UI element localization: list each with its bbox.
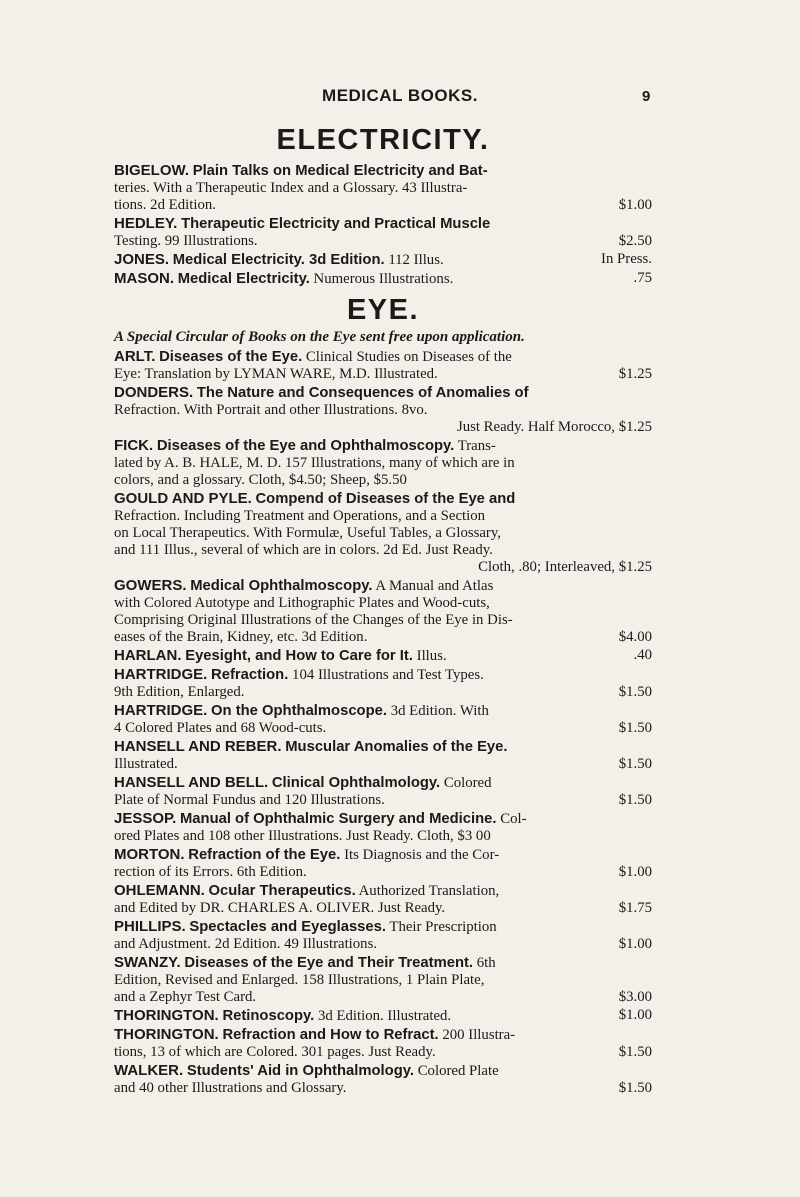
entry-line-text (114, 472, 407, 488)
entry-description: Authorized Translation, (358, 883, 500, 899)
book-entry (114, 1026, 652, 1061)
entry-description: 6th (476, 955, 496, 971)
entry-line-text (114, 612, 513, 628)
author-name: MORTON. (114, 846, 185, 863)
catalog-content (114, 124, 652, 1098)
entry-description: 3d Edition. Illustrated. (317, 1008, 452, 1024)
entry-line-text (114, 775, 492, 791)
entry-line (114, 756, 652, 773)
entry-line (114, 215, 652, 233)
book-entry (114, 1007, 652, 1025)
entry-line (114, 882, 652, 900)
book-entry (114, 490, 652, 576)
entry-description: Illustrated. (114, 756, 178, 772)
entry-line (114, 629, 652, 646)
circular-notice: A Special Circular of Books on the Eye sent free upon application. (114, 329, 525, 345)
entry-line (114, 720, 652, 737)
entry-description: with Colored Autotype and Lithographic Plates and Wood-cuts, (114, 595, 490, 611)
entry-description: on Local Therapeutics. With Formulæ, Useful Tables, a Glossary, (114, 525, 501, 541)
entry-line (114, 828, 652, 845)
book-title: Refraction and How to Refract. (222, 1027, 439, 1043)
entry-line (114, 612, 652, 629)
entry-description: Illus. (416, 648, 447, 664)
entry-line-text (114, 667, 484, 683)
book-title: The Nature and Consequences of Anomalies of (196, 385, 529, 401)
entry-line (114, 1026, 652, 1044)
entry-line (114, 559, 652, 576)
book-title: Therapeutic Electricity and Practical Muscle (181, 216, 491, 232)
entry-line-text (114, 828, 491, 844)
price: $1.25 (618, 366, 652, 382)
price: $1.50 (618, 720, 652, 736)
book-entry (114, 666, 652, 701)
author-name: JONES. (114, 251, 170, 268)
entry-description: Refraction. With Portrait and other Illustrations. 8vo. (114, 402, 428, 418)
entry-description: and a Zephyr Test Card. (114, 989, 257, 1005)
entry-line-text (114, 491, 515, 507)
entry-description: Trans- (457, 438, 496, 454)
entry-line (114, 846, 652, 864)
entry-line-text (114, 811, 527, 827)
entry-line-text (114, 720, 326, 737)
entry-line (114, 864, 652, 881)
author-name: DONDERS. (114, 384, 194, 401)
book-entry (114, 738, 652, 773)
entry-line (114, 490, 652, 508)
entry-line (114, 508, 652, 525)
entry-line-text (114, 180, 467, 196)
book-entry (114, 348, 652, 383)
price: $1.00 (618, 1007, 652, 1023)
entry-line-text (114, 955, 496, 971)
entry-line (114, 900, 652, 917)
entry-line-text (114, 578, 493, 594)
book-entry (114, 215, 652, 250)
entry-line (114, 455, 652, 472)
author-name: THORINGTON. (114, 1026, 219, 1043)
entry-line-text (114, 163, 488, 179)
book-title: Clinical Ophthalmology. (271, 775, 441, 791)
entry-description: tions, 13 of which are Colored. 301 pages. Just Ready. (114, 1044, 436, 1060)
entry-line (114, 419, 652, 436)
entry-line-text (114, 270, 453, 288)
book-entry (114, 577, 652, 646)
entry-line-text (114, 455, 515, 471)
book-entry (114, 270, 652, 288)
entry-description: and 111 Illus., several of which are in colors. 2d Ed. Just Ready. (114, 542, 493, 558)
entry-description: Testing. 99 Illustrations. (114, 233, 258, 249)
section-title: EYE. (346, 294, 420, 326)
entry-line-text (457, 419, 652, 435)
entry-line-text (114, 197, 216, 214)
entry-description: ored Plates and 108 other Illustrations. Just Ready. Cloth, $3 00 (114, 828, 491, 844)
entry-line (114, 702, 652, 720)
author-name: ARLT. (114, 348, 156, 365)
author-name: GOWERS. (114, 577, 187, 594)
entry-line (114, 936, 652, 953)
price: $3.00 (618, 989, 652, 1005)
entry-line (114, 989, 652, 1006)
price: $1.50 (618, 1080, 652, 1096)
price: $1.50 (618, 684, 652, 700)
entry-line-text (114, 936, 377, 953)
book-title: On the Ophthalmoscope. (211, 703, 387, 719)
page-number: 9 (642, 88, 651, 105)
entry-description: Their Prescription (389, 919, 497, 935)
author-name: HARLAN. (114, 647, 182, 664)
author-name: GOULD AND PYLE. (114, 490, 252, 507)
entry-line (114, 180, 652, 197)
entry-description: and 40 other Illustrations and Glossary. (114, 1080, 347, 1096)
book-entry (114, 162, 652, 214)
author-name: SWANZY. (114, 954, 181, 971)
book-entry (114, 810, 652, 845)
entry-line (114, 738, 652, 756)
entry-line (114, 810, 652, 828)
price: $1.00 (618, 197, 652, 213)
entry-line-text (114, 233, 258, 250)
price: $1.50 (618, 792, 652, 808)
entry-description: and Adjustment. 2d Edition. 49 Illustrations. (114, 936, 378, 952)
entry-line-text (114, 739, 508, 755)
entry-description: Clinical Studies on Diseases of the (305, 349, 512, 365)
author-name: WALKER. (114, 1062, 184, 1079)
book-entry (114, 846, 652, 881)
entry-line-text (114, 900, 445, 917)
entry-line-text (114, 1080, 346, 1097)
entry-line (114, 647, 652, 665)
entry-line-text (114, 525, 501, 541)
entry-description: Its Diagnosis and the Cor- (344, 847, 500, 863)
price: $1.50 (618, 1044, 652, 1060)
book-title: Medical Electricity. 3d Edition. (172, 252, 385, 268)
book-title: Diseases of the Eye. (159, 349, 303, 365)
book-entry (114, 251, 652, 269)
entry-line-text (114, 349, 512, 365)
entry-line (114, 954, 652, 972)
entry-line (114, 402, 652, 419)
book-title: Refraction. (211, 667, 289, 683)
book-title: Ocular Therapeutics. (208, 883, 356, 899)
book-title: Plain Talks on Medical Electricity and Bat- (192, 163, 488, 179)
book-title: Students' Aid in Ophthalmology. (186, 1063, 414, 1079)
entry-line-text (114, 1063, 499, 1079)
entry-line-text (114, 647, 447, 665)
entry-line (114, 366, 652, 383)
entry-line (114, 918, 652, 936)
entry-line (114, 972, 652, 989)
book-entry (114, 774, 652, 809)
book-entry (114, 437, 652, 489)
author-name: HARTRIDGE. (114, 702, 208, 719)
entry-line-text (114, 251, 444, 269)
entry-line-text (114, 756, 178, 773)
entry-description: Comprising Original Illustrations of the Changes of the Eye in Dis- (114, 612, 513, 628)
entry-line-text (114, 1007, 451, 1025)
entry-line (114, 384, 652, 402)
author-name: PHILLIPS. (114, 918, 186, 935)
section-title: ELECTRICITY. (276, 124, 490, 156)
entry-description: 200 Illustra- (442, 1027, 516, 1043)
price: .75 (633, 270, 652, 286)
book-title: Diseases of the Eye and Their Treatment. (184, 955, 474, 971)
entry-line-text (114, 883, 499, 899)
author-name: HANSELL AND REBER. (114, 738, 282, 755)
book-title: Manual of Ophthalmic Surgery and Medicine. (179, 811, 497, 827)
entry-description: 104 Illustrations and Test Types. (292, 667, 484, 683)
entry-line-text (114, 438, 496, 454)
entry-line-text (478, 559, 652, 575)
entry-line (114, 251, 652, 269)
book-title: Retinoscopy. (222, 1008, 315, 1024)
entry-line-text (114, 989, 256, 1006)
entry-line (114, 472, 652, 489)
book-entry (114, 954, 652, 1006)
entry-line (114, 1062, 652, 1080)
entry-line-text (114, 1027, 515, 1043)
entry-line-text (114, 629, 367, 646)
entry-line-text (114, 216, 490, 232)
entry-description: Col- (500, 811, 527, 827)
entry-line-text (114, 703, 489, 719)
price: $1.50 (618, 756, 652, 772)
price: In Press. (601, 251, 652, 267)
author-name: HANSELL AND BELL. (114, 774, 269, 791)
entry-description: tions. 2d Edition. (114, 197, 216, 213)
book-entry (114, 918, 652, 953)
author-name: HEDLEY. (114, 215, 178, 232)
entry-line (114, 270, 652, 288)
entry-description: colors, and a glossary. Cloth, $4.50; Sheep, $5.50 (114, 472, 407, 488)
entry-description: Refraction. Including Treatment and Operations, and a Section (114, 508, 486, 524)
book-title: Diseases of the Eye and Ophthalmoscopy. (156, 438, 455, 454)
entry-line-text (114, 402, 428, 418)
book-entry (114, 702, 652, 737)
book-title: Spectacles and Eyeglasses. (189, 919, 386, 935)
entry-line (114, 233, 652, 250)
entry-line-text (114, 919, 497, 935)
author-name: HARTRIDGE. (114, 666, 208, 683)
entry-line (114, 666, 652, 684)
entry-line-text (114, 385, 529, 401)
author-name: MASON. (114, 270, 174, 287)
running-head: MEDICAL BOOKS. (322, 86, 478, 105)
entry-line (114, 577, 652, 595)
entry-line (114, 542, 652, 559)
book-entry (114, 1062, 652, 1097)
entry-line (114, 684, 652, 701)
entry-description: rection of its Errors. 6th Edition. (114, 864, 307, 880)
entry-description: and Edited by DR. CHARLES A. OLIVER. Just Ready. (114, 900, 446, 916)
entry-line (114, 1007, 652, 1025)
entry-description: Edition, Revised and Enlarged. 158 Illustrations, 1 Plain Plate, (114, 972, 485, 988)
entry-line (114, 1044, 652, 1061)
entry-line (114, 197, 652, 214)
entry-description: teries. With a Therapeutic Index and a Glossary. 43 Illustra- (114, 180, 468, 196)
entry-description: Plate of Normal Fundus and 120 Illustrations. (114, 792, 385, 808)
entry-description: Just Ready. Half Morocco, $1.25 (456, 419, 652, 435)
author-name: FICK. (114, 437, 154, 454)
book-entry (114, 647, 652, 665)
entry-line (114, 1080, 652, 1097)
entry-line (114, 437, 652, 455)
price: $1.00 (618, 864, 652, 880)
entry-description: 4 Colored Plates and 68 Wood-cuts. (114, 720, 327, 736)
entry-line (114, 162, 652, 180)
book-entry (114, 882, 652, 917)
entry-line-text (114, 792, 385, 809)
book-title: Muscular Anomalies of the Eye. (285, 739, 508, 755)
entry-description: Eye: Translation by LYMAN WARE, M.D. Illustrated. (114, 366, 438, 382)
entry-description: A Manual and Atlas (375, 578, 494, 594)
entry-line (114, 525, 652, 542)
entry-line (114, 595, 652, 612)
entry-line-text (114, 864, 307, 881)
book-title: Refraction of the Eye. (188, 847, 341, 863)
book-title: Eyesight, and How to Care for It. (185, 648, 413, 664)
entry-description: 9th Edition, Enlarged. (114, 684, 245, 700)
entry-line-text (114, 684, 244, 701)
entry-line-text (114, 542, 493, 558)
author-name: JESSOP. (114, 810, 177, 827)
entry-description: Cloth, .80; Interleaved, $1.25 (478, 559, 652, 575)
entry-line (114, 792, 652, 809)
entry-line-text (114, 1044, 436, 1061)
entry-line (114, 774, 652, 792)
entry-description: eases of the Brain, Kidney, etc. 3d Edition. (114, 629, 368, 645)
entry-line-text (114, 366, 438, 383)
price: $1.75 (618, 900, 652, 916)
entry-description: 112 Illus. (388, 252, 444, 268)
price: $2.50 (618, 233, 652, 249)
author-name: OHLEMANN. (114, 882, 205, 899)
entry-description: Colored Plate (417, 1063, 499, 1079)
entry-line (114, 348, 652, 366)
price: .40 (633, 647, 652, 663)
price: $1.00 (618, 936, 652, 952)
entry-line-text (114, 508, 485, 524)
entry-description: Numerous Illustrations. (313, 271, 454, 287)
entry-line-text (114, 847, 499, 863)
entry-description: lated by A. B. HALE, M. D. 157 Illustrations, many of which are in (114, 455, 515, 471)
book-title: Compend of Diseases of the Eye and (255, 491, 516, 507)
author-name: BIGELOW. (114, 162, 189, 179)
entry-line-text (114, 972, 484, 988)
price: $4.00 (618, 629, 652, 645)
book-entry (114, 384, 652, 436)
entry-description: 3d Edition. With (390, 703, 489, 719)
entry-description: Colored (443, 775, 492, 791)
book-title: Medical Electricity. (177, 271, 310, 287)
entry-line-text (114, 595, 490, 611)
book-title: Medical Ophthalmoscopy. (190, 578, 373, 594)
author-name: THORINGTON. (114, 1007, 219, 1024)
